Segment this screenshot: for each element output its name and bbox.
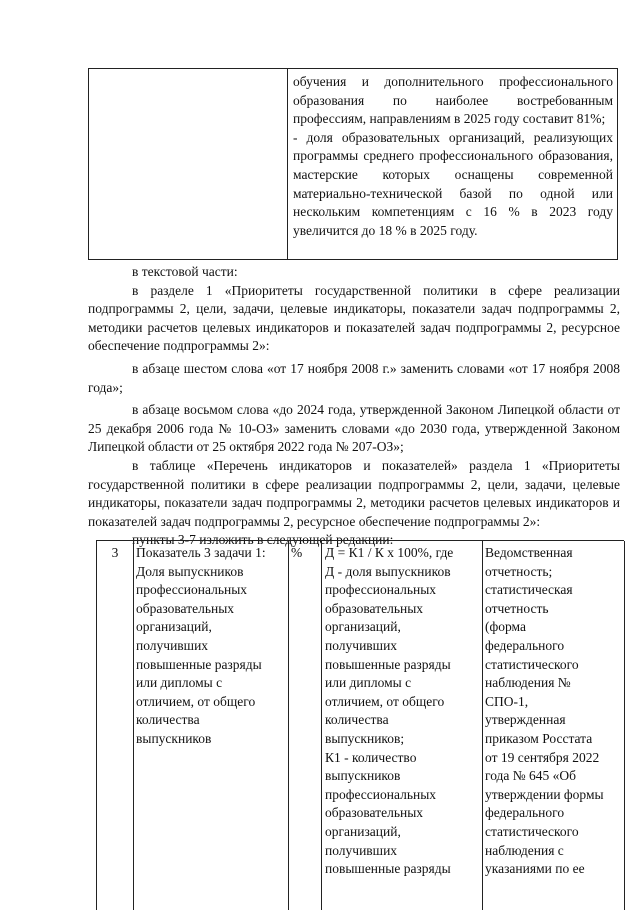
table-cell-text [293, 73, 613, 240]
method-line: организаций, [325, 619, 401, 635]
method-line: организаций, [325, 823, 401, 839]
source-line: приказом Росстата [485, 730, 593, 746]
source-line: от 19 сентября 2022 [485, 749, 600, 765]
method-line: получивших [325, 842, 398, 858]
method-line: образовательных [325, 600, 424, 616]
method-line: повышенные разряды [325, 656, 451, 672]
source-line: утвержденная [485, 712, 566, 728]
source-line: федерального [485, 637, 565, 653]
method-line: или дипломы с [325, 675, 412, 691]
cell-paragraph-1: обучения и дополнительного профессионального образования по наиболее востребованным профессиям, направлениям в 2025 году составит 81%; [293, 74, 613, 127]
column-divider [288, 541, 289, 910]
method-line: отличием, от общего [325, 693, 445, 709]
indicator-line: образовательных [136, 600, 235, 616]
indicator-line: повышенные разряды [136, 656, 262, 672]
method-line: профессиональных [325, 786, 437, 802]
indicator-line: Показатель 3 задачи 1: [136, 545, 266, 560]
source-line: СПО-1, [485, 693, 529, 709]
indicator-line: отличием, от общего [136, 693, 256, 709]
source-line: федерального [485, 805, 565, 821]
indicator-line: организаций, [136, 619, 212, 635]
paragraph: в таблице «Перечень индикаторов и показателей» раздела 1 «Приоритеты государственной политики в сфере реализации подпрограммы 2, цели, задачи, целевые индикаторы, показатели задач подпрограммы 2, методики расчетов целевых индикаторов и показателей задач подпрограммы 2, ресурсное обеспечение подпрограммы 2»: [88, 457, 620, 529]
indicator-line: выпускников [136, 730, 212, 746]
column-divider [482, 541, 483, 910]
unit-cell: % [291, 545, 303, 560]
method-line: повышенные разряды [325, 861, 451, 877]
paragraph: в текстовой части: [132, 264, 238, 279]
source-line: утверждении формы [485, 786, 604, 802]
indicators-table [96, 540, 624, 910]
source-line: года № 645 «Об [485, 768, 577, 784]
indicator-line: профессиональных [136, 582, 248, 598]
row-number: 3 [111, 545, 119, 560]
data-source-cell [485, 544, 621, 879]
method-line: количества [325, 712, 389, 728]
source-line: наблюдения № [485, 675, 571, 691]
source-line: наблюдения с [485, 842, 564, 858]
method-line: К1 - количество [325, 749, 417, 765]
source-line: отчетность [485, 600, 549, 616]
source-line: указаниями по ее [485, 861, 585, 877]
indicator-line: или дипломы с [136, 675, 223, 691]
source-line: отчетность; [485, 563, 553, 579]
paragraph: в абзаце шестом слова «от 17 ноября 2008 г.» заменить словами «от 17 ноября 2008 года»; [88, 360, 620, 395]
method-line: Д = К1 / К х 100%, где [325, 545, 454, 560]
indicator-line: количества [136, 712, 200, 728]
source-line: Ведомственная [485, 545, 573, 560]
column-divider [624, 541, 625, 910]
method-line: профессиональных [325, 582, 437, 598]
source-line: статистического [485, 656, 579, 672]
method-line: выпускников [325, 768, 401, 784]
method-line: Д - доля выпускников [325, 563, 451, 579]
paragraph: в разделе 1 «Приоритеты государственной политики в сфере реализации подпрограммы 2, цели, задачи, целевые индикаторы, показатели задач подпрограммы 2, методики расчетов целевых индикаторов и показателей задач подпрограммы 2, ресурсное обеспечение подпрограммы 2»: [88, 282, 620, 354]
source-line: (форма [485, 619, 526, 635]
method-line: выпускников; [325, 730, 405, 746]
calculation-method-cell [325, 544, 481, 879]
column-divider [321, 541, 322, 910]
paragraph: в абзаце восьмом слова «до 2024 года, утвержденной Законом Липецкой области от 25 декабря 2006 года № 10-ОЗ» заменить словами «до 2030 года, утвержденной Законом Липецкой области от 25 октября 2022 года № 207-ОЗ»; [88, 402, 620, 455]
body-text [88, 263, 620, 550]
method-line: образовательных [325, 805, 424, 821]
paragraph: пункты 3-7 изложить в следующей редакции: [132, 532, 394, 548]
continuation-table [88, 68, 618, 260]
source-line: статистическая [485, 582, 573, 598]
method-line: получивших [325, 637, 398, 653]
indicator-line: Доля выпускников [136, 563, 244, 579]
source-line: статистического [485, 823, 579, 839]
indicator-line: получивших [136, 637, 209, 653]
indicator-name-cell [136, 544, 284, 749]
table-column-divider [287, 69, 288, 259]
cell-paragraph-2: - доля образовательных организаций, реализующих программы среднего профессионального образования, мастерские которых оснащены современной материально-технической базой по одной или нескольким компетенциям с 16 % в 2023 году увеличится до 18 % в 2025 году. [293, 129, 613, 238]
column-divider [133, 541, 134, 910]
